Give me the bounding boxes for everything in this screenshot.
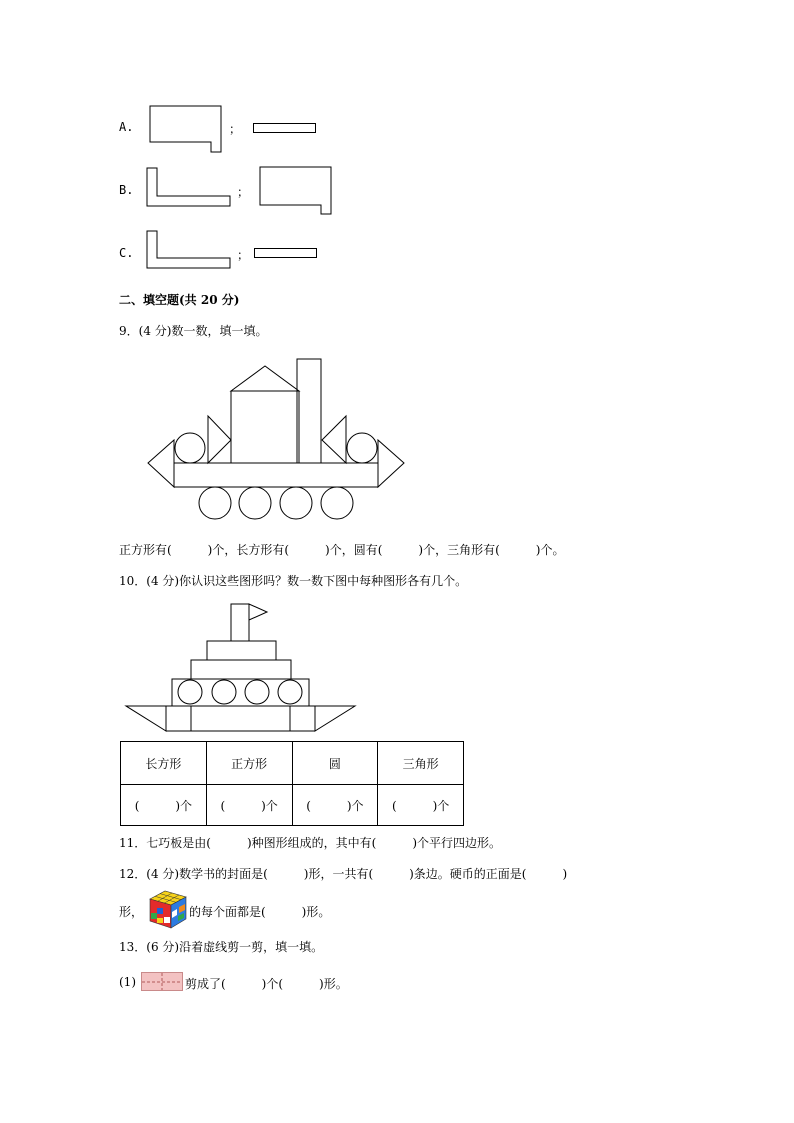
q10-hull-left-square [166, 706, 191, 731]
q13-part1-label: (1) [119, 975, 136, 989]
q10-middle-tier [191, 660, 291, 679]
q10-header-rectangle: 长方形 [121, 742, 207, 785]
option-b-separator: ； [237, 185, 250, 199]
q10-hull-right-triangle [315, 706, 355, 731]
q13-stem: 13．(6 分)沿着虚线剪一剪，填一填。 [119, 940, 324, 954]
q13-part1-text: 剪成了( )个( )形。 [185, 977, 348, 991]
q10-table-header-row [121, 742, 464, 785]
q10-top-tier [207, 641, 276, 660]
q10-table-answer-row [121, 785, 464, 826]
q12-line1: 12．(4 分)数学书的封面是( )形，一共有( )条边。硬币的正面是( ) [119, 867, 568, 881]
q11-text: 11．七巧板是由( )种图形组成的，其中有( )个平行四边形。 [119, 836, 501, 850]
q10-hull-left-triangle [126, 706, 166, 731]
q10-hull-right-square [290, 706, 315, 731]
rubiks-cube-image [146, 888, 188, 930]
q10-header-circle: 圆 [292, 742, 378, 785]
q10-flagpole-rectangle [231, 604, 249, 641]
section-title: 二、填空题(共 20 分) [119, 293, 240, 307]
q10-answer-rectangle: ( )个 [121, 785, 207, 826]
q10-porthole-3 [245, 680, 269, 704]
q12-line2-suffix: 的每个面都是( )形。 [189, 905, 331, 919]
q10-answer-square: ( )个 [206, 785, 292, 826]
q10-hull-center-rectangle [191, 706, 290, 731]
option-a-separator: ； [229, 122, 242, 136]
option-b-label: B. [119, 183, 134, 197]
q10-flag-triangle [249, 604, 267, 620]
q12-line2-prefix: 形， [119, 905, 144, 919]
q10-answer-circle: ( )个 [292, 785, 378, 826]
option-c-separator: ； [237, 248, 250, 262]
q13-dashed-rectangle-figure [141, 972, 185, 994]
q10-answer-triangle: ( )个 [378, 785, 464, 826]
q10-porthole-2 [212, 680, 236, 704]
q10-count-table [120, 741, 464, 826]
q10-lower-tier [172, 679, 309, 706]
q10-header-triangle: 三角形 [378, 742, 464, 785]
q10-porthole-1 [178, 680, 202, 704]
option-a-label: A. [119, 120, 134, 134]
q9-answer-line: 正方形有( )个，长方形有( )个，圆有( )个，三角形有( )个。 [119, 543, 565, 557]
q9-stem: 9．(4 分)数一数，填一填。 [119, 324, 268, 338]
q10-porthole-4 [278, 680, 302, 704]
q10-stem: 10．(4 分)你认识这些图形吗？数一数下图中每种图形各有几个。 [119, 574, 468, 588]
option-c-label: C. [119, 246, 134, 260]
q10-header-square: 正方形 [206, 742, 292, 785]
